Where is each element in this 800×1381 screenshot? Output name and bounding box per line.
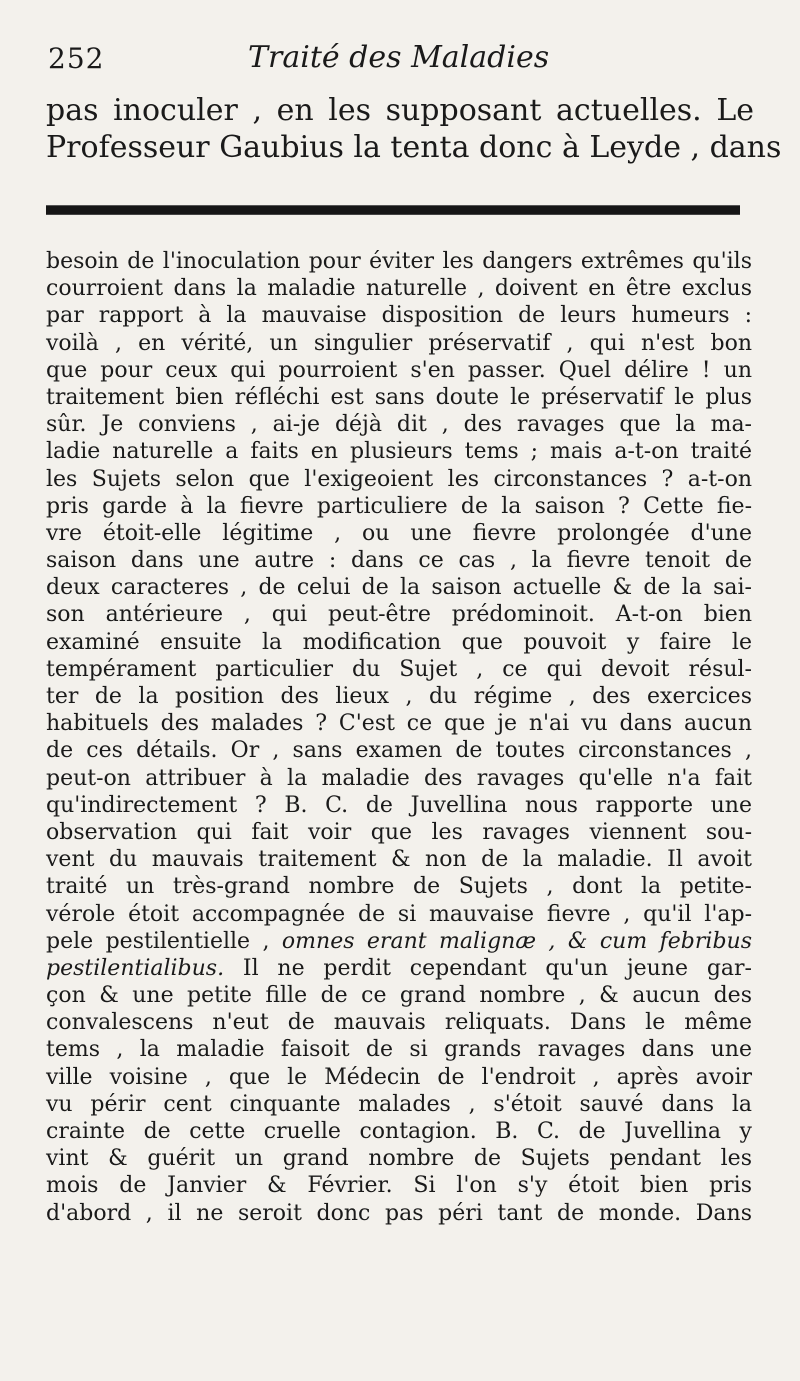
text-line: pris garde à la fievre particuliere de la saison ? Cette fie-	[46, 493, 752, 519]
text-line: les Sujets selon que l'exigeoient les circonstances ? a-t-on	[46, 466, 752, 492]
text-line: vre étoit-elle légitime , ou une fievre prolongée d'une	[46, 520, 752, 546]
text-line: deux caracteres , de celui de la saison actuelle & de la sai-	[46, 575, 752, 601]
latin-quote: pestilentialibus.	[46, 955, 225, 981]
horizontal-rule	[46, 205, 740, 215]
text-line: de ces détails. Or , sans examen de toutes circonstances ,	[46, 738, 752, 764]
text-line: ladie naturelle a faits en plusieurs tems ; mais a-t-on traité	[46, 439, 752, 465]
upper-line: Professeur Gaubius la tenta donc à Leyde , dans	[46, 130, 782, 165]
running-title: Traité des Maladies	[248, 40, 550, 75]
text-line: sûr. Je conviens , ai-je déjà dit , des ravages que la ma-	[46, 412, 752, 438]
text-line-mixed	[46, 955, 752, 982]
roman-fragment: pele pestilentielle ,	[46, 928, 282, 954]
text-line: examiné ensuite la modification que pouvoit y faire le	[46, 629, 752, 655]
text-line: vent du mauvais traitement & non de la maladie. Il avoit	[46, 847, 752, 873]
text-line: convalescens n'eut de mauvais reliquats. Dans le même	[46, 1010, 752, 1036]
page-header	[48, 40, 748, 80]
body-text	[46, 248, 752, 1227]
upper-line: pas inoculer , en les supposant actuelles. Le	[46, 93, 754, 128]
text-line: d'abord , il ne seroit donc pas péri tant de monde. Dans	[46, 1200, 752, 1226]
text-line: traitement bien réfléchi est sans doute le préservatif le plus	[46, 384, 752, 410]
text-line: saison dans une autre : dans ce cas , la fievre tenoit de	[46, 548, 752, 574]
text-line: vu périr cent cinquante malades , s'étoit sauvé dans la	[46, 1091, 752, 1117]
roman-fragment: Il ne perdit cependant qu'un jeune gar-	[224, 955, 752, 981]
text-line: besoin de l'inoculation pour éviter les dangers extrêmes qu'ils	[46, 249, 752, 274]
text-line: courroient dans la maladie naturelle , doivent en être exclus	[46, 276, 752, 302]
page-number: 252	[48, 42, 105, 75]
text-line: observation qui fait voir que les ravages viennent sou-	[46, 819, 752, 845]
text-line: par rapport à la mauvaise disposition de leurs humeurs :	[46, 303, 752, 329]
text-line: crainte de cette cruelle contagion. B. C. de Juvellina y	[46, 1119, 752, 1144]
text-line: ville voisine , que le Médecin de l'endroit , après avoir	[46, 1064, 752, 1090]
text-line: peut-on attribuer à la maladie des ravages qu'elle n'a fait	[46, 765, 752, 791]
text-line: ter de la position des lieux , du régime , des exercices	[46, 684, 752, 709]
upper-text-block	[46, 92, 782, 166]
text-line: mois de Janvier & Février. Si l'on s'y étoit bien pris	[46, 1173, 752, 1199]
text-line: qu'indirectement ? B. C. de Juvellina nous rapporte une	[46, 792, 752, 818]
latin-quote: omnes erant malignæ , & cum febribus	[281, 928, 752, 954]
text-line: vérole étoit accompagnée de si mauvaise fievre , qu'il l'ap-	[46, 901, 752, 927]
text-line: habituels des malades ? C'est ce que je n'ai vu dans aucun	[46, 711, 752, 737]
text-line: voilà , en vérité, un singulier préservatif , qui n'est bon	[46, 330, 752, 356]
text-line: que pour ceux qui pourroient s'en passer. Quel délire ! un	[46, 357, 752, 383]
text-line: vint & guérit un grand nombre de Sujets pendant les	[46, 1146, 752, 1172]
text-line: traité un très-grand nombre de Sujets , dont la petite-	[46, 874, 752, 900]
text-line: son antérieure , qui peut-être prédominoit. A-t-on bien	[46, 602, 752, 628]
text-line: tempérament particulier du Sujet , ce qui devoit résul-	[46, 656, 752, 682]
text-line: tems , la maladie faisoit de si grands ravages dans une	[46, 1037, 752, 1063]
text-line-mixed	[46, 928, 752, 955]
text-line: çon & une petite fille de ce grand nombre , & aucun des	[46, 983, 752, 1009]
